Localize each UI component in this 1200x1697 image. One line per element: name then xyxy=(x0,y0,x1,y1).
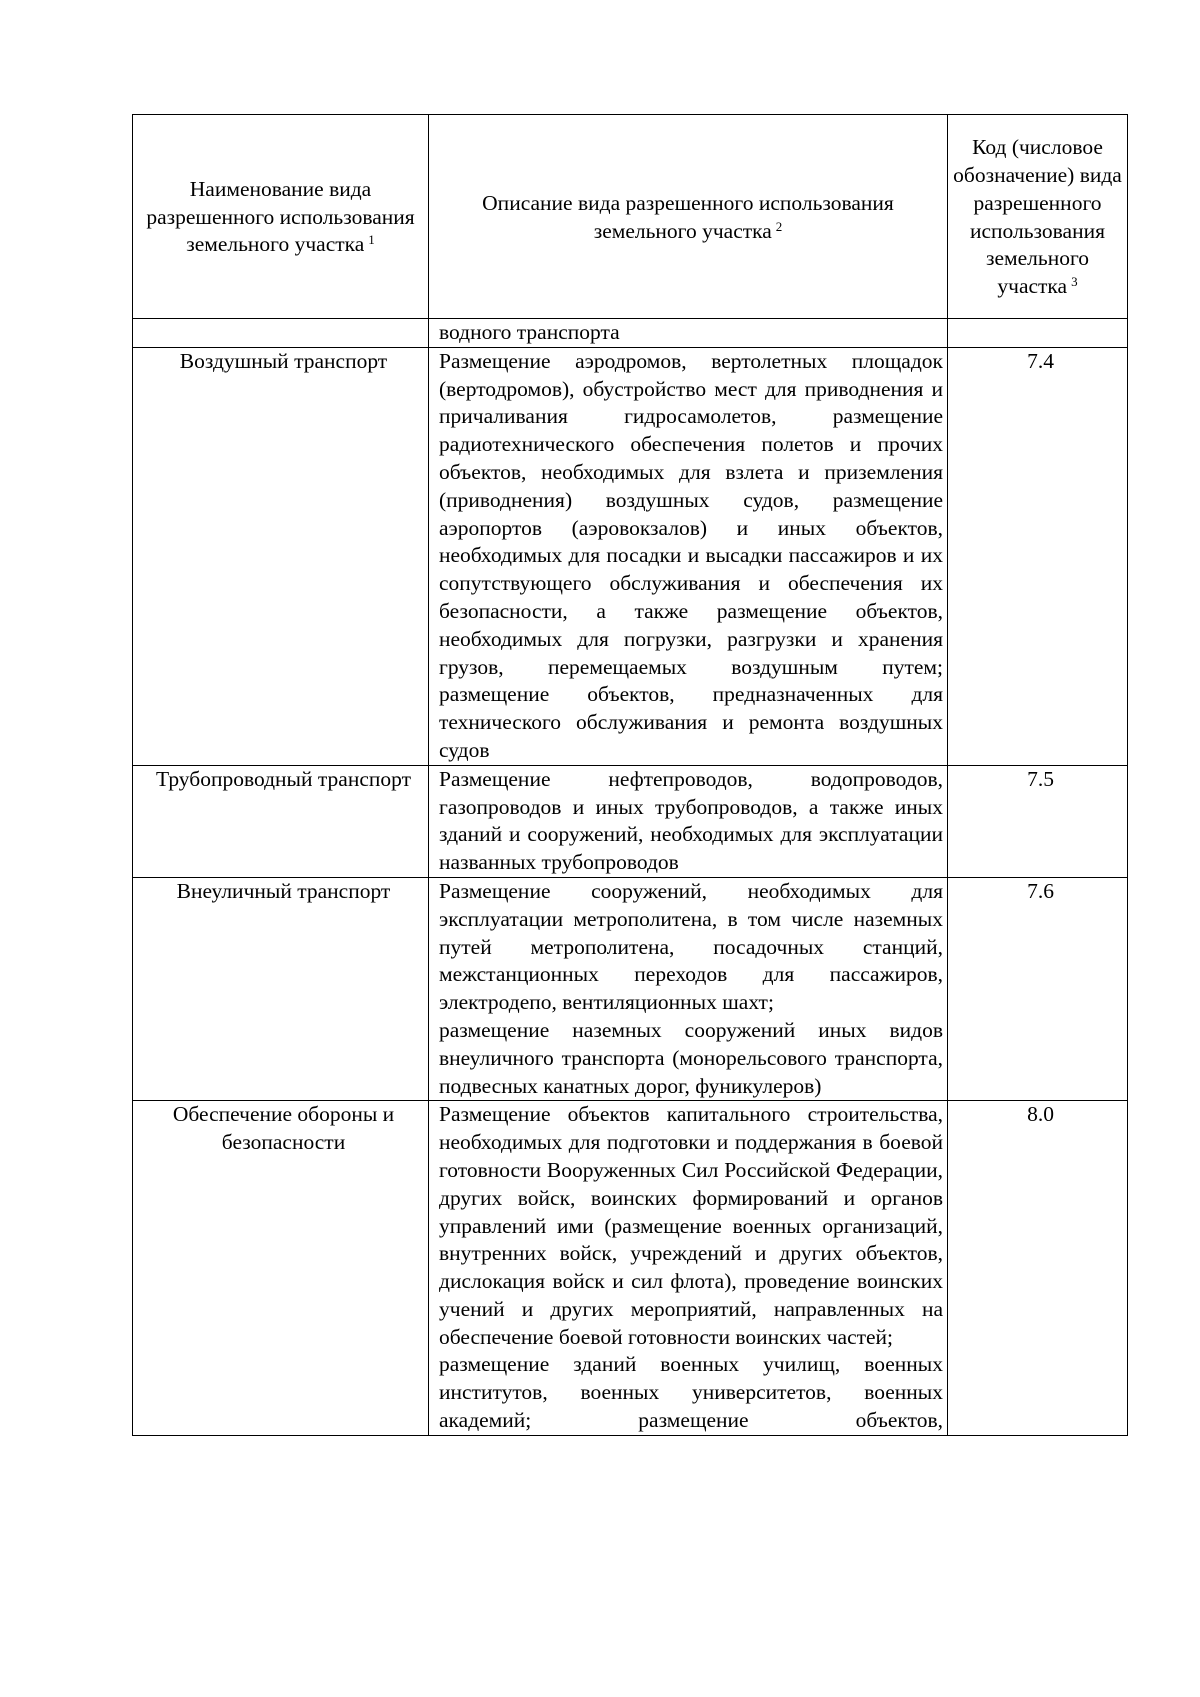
table-row xyxy=(133,877,1128,1100)
row-name-cell: Внеуличный транспорт xyxy=(133,877,429,1100)
row-code-cell: 7.4 xyxy=(948,347,1128,765)
row-name-cell: Трубопроводный транспорт xyxy=(133,765,429,877)
row-description-paragraph: Размещение аэродромов, вертолетных площадок (вертодромов), обустройство мест для приводнения и причаливания гидросамолетов, размещение радиотехнического обеспечения полетов и прочих объектов, необходимых для взлета и приземления (приводнения) воздушных судов, размещение аэропортов (аэровокзалов) и иных объектов, необходимых для посадки и высадки пассажиров и их сопутствующего обслуживания и обеспечения их безопасности, а также размещение объектов, необходимых для погрузки, разгрузки и хранения грузов, перемещаемых воздушным путем; xyxy=(439,348,943,679)
row-description-cell xyxy=(429,347,948,765)
row-code-cell: 8.0 xyxy=(948,1101,1128,1436)
continuation-description-text: водного транспорта xyxy=(439,320,620,344)
row-name-cell: Воздушный транспорт xyxy=(133,347,429,765)
row-description-paragraph: Размещение сооружений, необходимых для эксплуатации метрополитена, в том числе наземных путей метрополитена, посадочных станций, межстанционных переходов для пассажиров, электродепо, вентиляционных шахт; xyxy=(439,878,943,1015)
header-name-cell xyxy=(133,115,429,319)
continuation-description-cell xyxy=(429,319,948,348)
header-name-text: Наименование вида разрешенного использования земельного участка xyxy=(146,176,415,257)
header-description-text: Описание вида разрешенного использования земельного участка xyxy=(482,190,894,243)
continuation-name-cell xyxy=(133,319,429,348)
row-description-paragraph: размещение наземных сооружений иных видов внеуличного транспорта (монорельсового транспорта, подвесных канатных дорог, фуникулеров) xyxy=(439,1017,943,1098)
header-description-footnote: 2 xyxy=(775,218,783,234)
table-header-row xyxy=(133,115,1128,319)
row-description-paragraph: размещение зданий военных училищ, военных институтов, военных университетов, военных академий; размещение объектов, xyxy=(439,1352,943,1433)
row-description-paragraph: Размещение объектов капитального строительства, необходимых для подготовки и поддержания в боевой готовности Вооруженных Сил Российской Федерации, других войск, воинских формирований и органов управлений ими (размещение военных организаций, внутренних войск, учреждений и других объектов, дислокация войск и сил флота), проведение воинских учений и других мероприятий, направленных на обеспечение боевой готовности воинских частей; xyxy=(439,1102,943,1349)
header-code-cell xyxy=(948,115,1128,319)
table-row xyxy=(133,765,1128,877)
row-description-cell xyxy=(429,877,948,1100)
table-row xyxy=(133,347,1128,765)
table-row xyxy=(133,1101,1128,1436)
header-name-footnote: 1 xyxy=(368,232,375,248)
header-description-cell xyxy=(429,115,948,319)
row-code-cell: 7.5 xyxy=(948,765,1128,877)
row-code-cell: 7.6 xyxy=(948,877,1128,1100)
header-code-footnote: 3 xyxy=(1071,274,1078,290)
row-name-cell: Обеспечение обороны и безопасности xyxy=(133,1101,429,1436)
continuation-code-cell xyxy=(948,319,1128,348)
row-description-cell xyxy=(429,765,948,877)
table-row-continuation xyxy=(133,319,1128,348)
header-code-text: Код (числовое обозначение) вида разрешенного использования земельного участка xyxy=(953,135,1122,299)
row-description-paragraph: размещение объектов, предназначенных для технического обслуживания и ремонта воздушных судов xyxy=(439,682,943,762)
row-description-cell xyxy=(429,1101,948,1436)
land-use-table xyxy=(132,114,1128,1436)
row-description-paragraph: Размещение нефтепроводов, водопроводов, газопроводов и иных трубопроводов, а также иных зданий и сооружений, необходимых для эксплуатации названных трубопроводов xyxy=(439,766,943,875)
